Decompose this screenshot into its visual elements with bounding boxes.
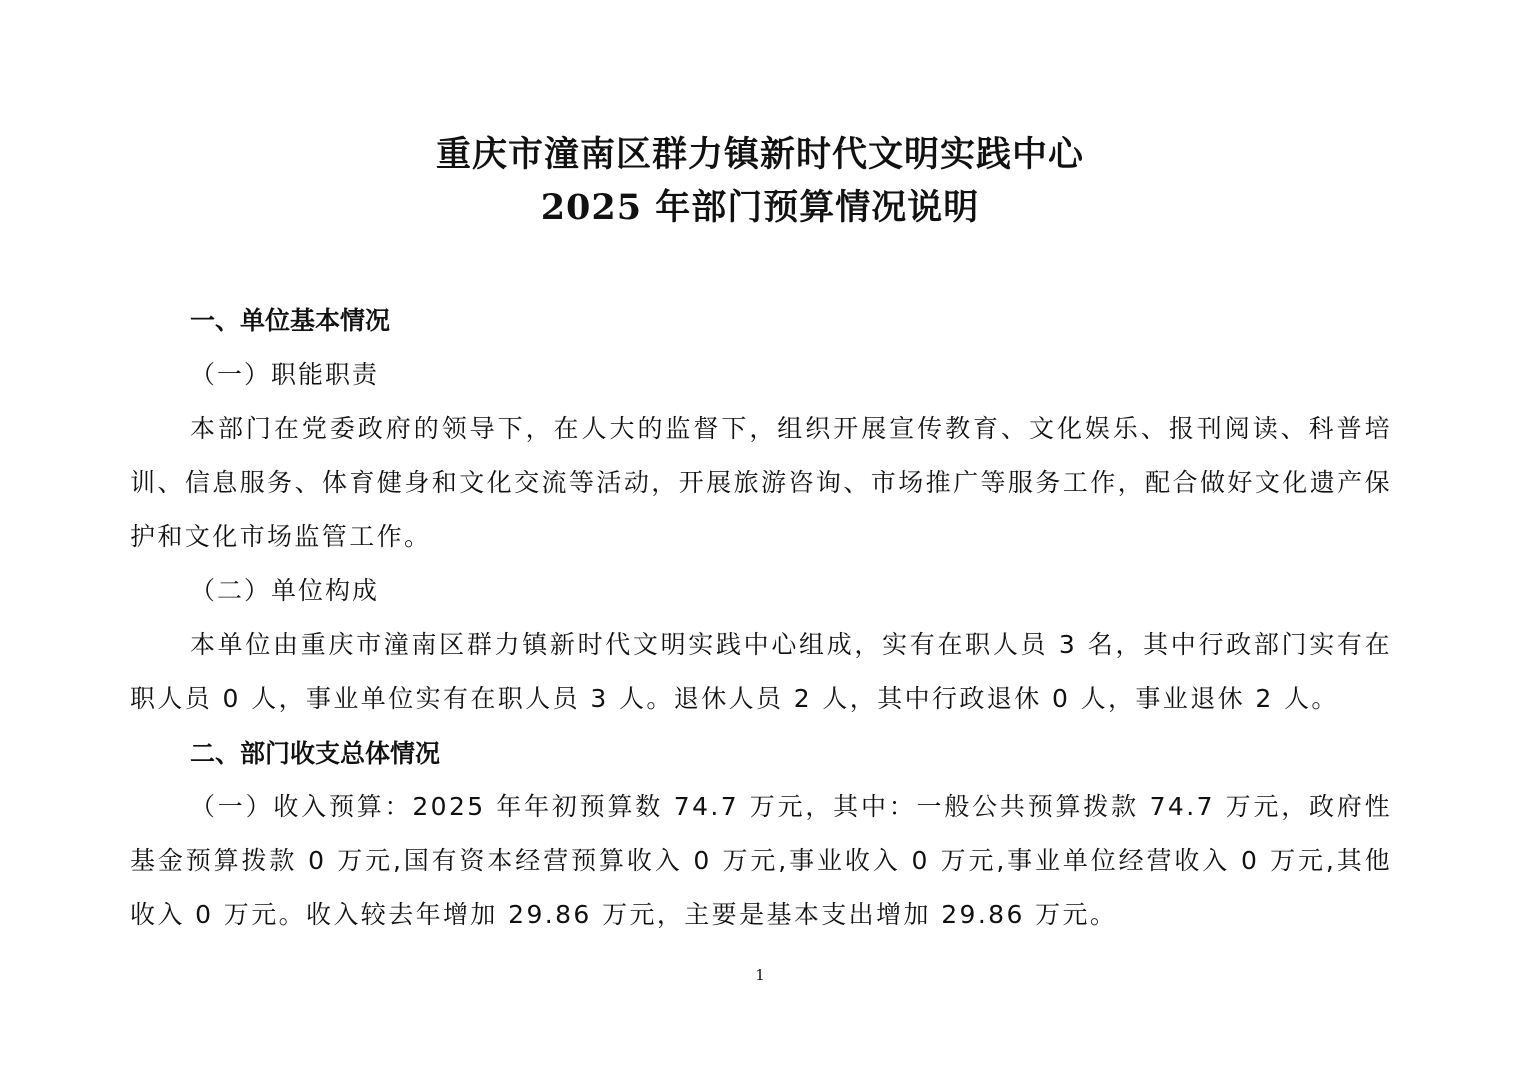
paragraph-functions: 本部门在党委政府的领导下，在人大的监督下，组织开展宣传教育、文化娱乐、报刊阅读、科普培训、信息服务、体育健身和文化交流等活动，开展旅游咨询、市场推广等服务工作，配合做好文化遗产保护和文化市场监管工作。 [130, 414, 1392, 551]
subsection-heading-functions: （一）职能职责 [190, 360, 380, 389]
paragraph-composition: 本单位由重庆市潼南区群力镇新时代文明实践中心组成，实有在职人员 3 名，其中行政部门实有在职人员 0 人，事业单位实有在职人员 3 人。退休人员 2 人，其中行政退休 0 人，事业退休 2 人。 [130, 630, 1392, 713]
document-title-line1: 重庆市潼南区群力镇新时代文明实践中心 [435, 134, 1084, 175]
section-heading-budget-overview: 二、部门收支总体情况 [190, 739, 441, 768]
paragraph-income-budget: （一）收入预算：2025 年年初预算数 74.7 万元，其中：一般公共预算拨款 74.7 万元，政府性基金预算拨款 0 万元,国有资本经营预算收入 0 万元,事业收入 0 万元,事业单位经营收入 0 万元,其他收入 0 万元。收入较去年增加 29.86 万元，主要是基本支出增加 29.86 万元。 [130, 792, 1392, 929]
page-number: 1 [755, 966, 765, 984]
subsection-heading-composition: （二）单位构成 [190, 576, 380, 605]
document-title-line2: 2025 年部门预算情况说明 [540, 187, 980, 228]
section-heading-basic-info: 一、单位基本情况 [190, 306, 391, 335]
